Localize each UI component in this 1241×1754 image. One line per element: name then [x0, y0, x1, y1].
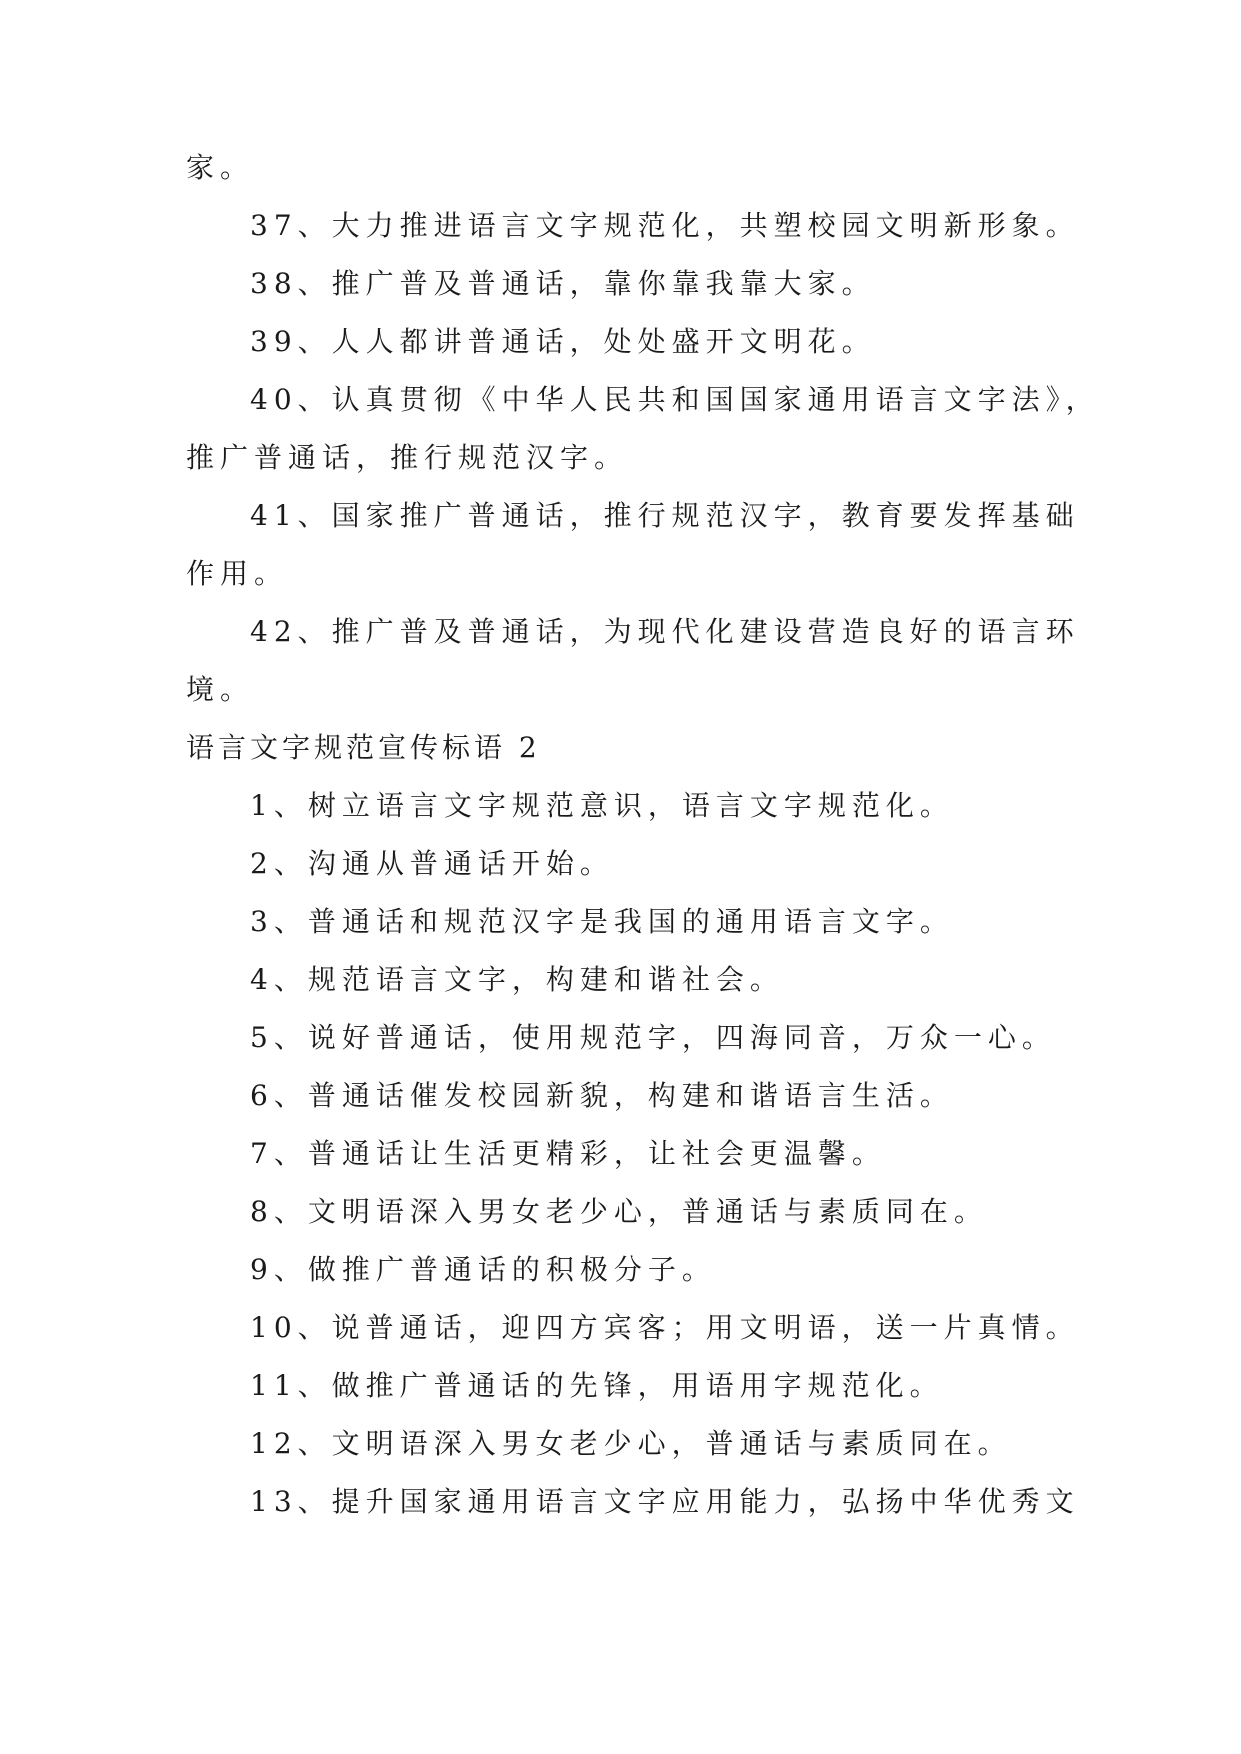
list-item: 40、认真贯彻《中华人民共和国国家通用语言文字法》，	[250, 383, 1100, 416]
list-item: 1、树立语言文字规范意识，语言文字规范化。	[250, 789, 954, 822]
text-line: 家。	[186, 151, 255, 184]
list-item: 12、文明语深入男女老少心，普通话与素质同在。	[250, 1427, 1012, 1460]
list-item: 2、沟通从普通话开始。	[250, 847, 614, 880]
list-item: 39、人人都讲普通话，处处盛开文明花。	[250, 325, 876, 358]
list-item: 38、推广普及普通话，靠你靠我靠大家。	[250, 267, 876, 300]
list-item: 3、普通话和规范汉字是我国的通用语言文字。	[250, 905, 954, 938]
list-item: 13、提升国家通用语言文字应用能力，弘扬中华优秀文	[250, 1485, 1080, 1518]
list-item: 4、规范语言文字，构建和谐社会。	[250, 963, 784, 996]
text-line: 境。	[186, 673, 255, 706]
list-item: 37、大力推进语言文字规范化，共塑校园文明新形象。	[250, 209, 1080, 242]
list-item: 5、说好普通话，使用规范字，四海同音，万众一心。	[250, 1021, 1056, 1054]
list-item: 8、文明语深入男女老少心，普通话与素质同在。	[250, 1195, 988, 1228]
list-item: 6、普通话催发校园新貌，构建和谐语言生活。	[250, 1079, 954, 1112]
list-item: 7、普通话让生活更精彩，让社会更温馨。	[250, 1137, 886, 1170]
text-line: 推广普通话，推行规范汉字。	[186, 441, 629, 474]
text-line: 作用。	[186, 557, 289, 590]
section-heading: 语言文字规范宣传标语 2	[186, 731, 541, 764]
list-item: 10、说普通话，迎四方宾客；用文明语，送一片真情。	[250, 1311, 1080, 1344]
list-item: 42、推广普及普通话，为现代化建设营造良好的语言环	[250, 615, 1080, 648]
list-item: 11、做推广普通话的先锋，用语用字规范化。	[250, 1369, 944, 1402]
list-item: 41、国家推广普通话，推行规范汉字，教育要发挥基础	[250, 499, 1080, 532]
list-item: 9、做推广普通话的积极分子。	[250, 1253, 716, 1286]
